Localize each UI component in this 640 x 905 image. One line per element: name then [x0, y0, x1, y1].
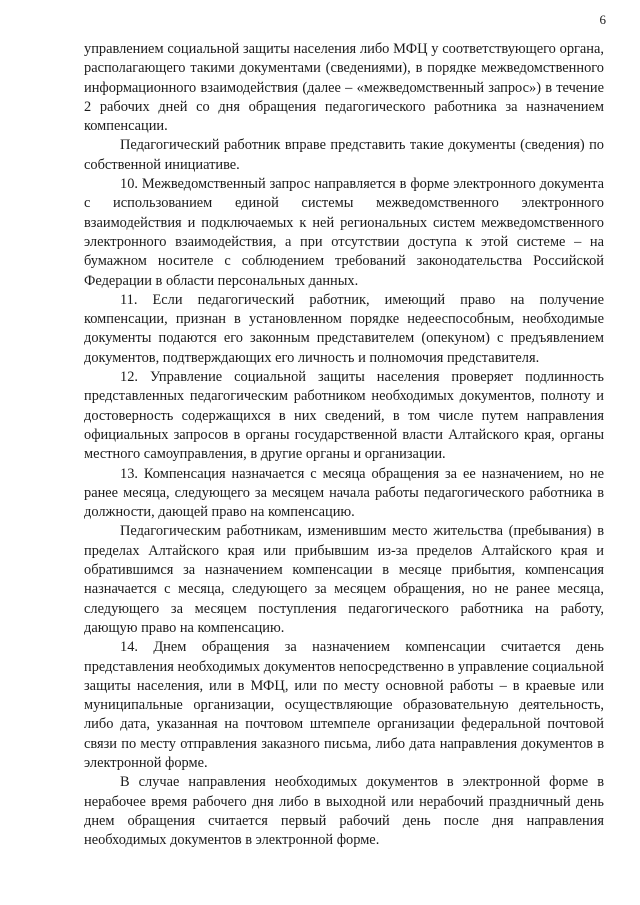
paragraph-continuation: управлением социальной защиты населения либо МФЦ у соответствующего органа, располагающего такими документами (сведениями), в порядке межведомственного информационного взаимодействия (далее – «межведомственный запрос») в течение 2 рабочих дней со дня обращения педагогического работника за назначением компенсации.	[84, 41, 604, 135]
paragraph-14-electronic: В случае направления необходимых документов в электронной форме в нерабочее время рабочего дня либо в выходной или нерабочий праздничный день днем обращения считается первый рабочий день после дня направления необходимых документов в электронной форме.	[84, 774, 604, 849]
document-body	[84, 40, 604, 850]
paragraph-own-initiative: Педагогический работник вправе представить такие документы (сведения) по собственной инициативе.	[84, 137, 604, 173]
paragraph-12: 12. Управление социальной защиты населения проверяет подлинность представленных педагогическим работником необходимых документов, полноту и достоверность содержащихся в них сведений, в том числе путем направления официальных запросов в органы государственной власти Алтайского края, органы местного самоуправления, в другие органы и организации.	[84, 369, 604, 463]
paragraph-10: 10. Межведомственный запрос направляется в форме электронного документа с использованием единой системы межведомственного электронного взаимодействия и подключаемых к ней региональных систем межведомственного электронного взаимодействия, а при отсутствии доступа к этой системе – на бумажном носителе с соблюдением требований законодательства Российской Федерации в области персональных данных.	[84, 176, 604, 289]
paragraph-13-relocation: Педагогическим работникам, изменившим место жительства (пребывания) в пределах Алтайского края или прибывшим из-за пределов Алтайского края и обратившимся за назначением компенсации в месяце прибытия, компенсация назначается с месяца, следующего за месяцем обращения, но не ранее месяца, следующего за месяцем поступления педагогического работника на работу, дающую право на компенсацию.	[84, 523, 604, 636]
paragraph-11: 11. Если педагогический работник, имеющий право на получение компенсации, признан в установленном порядке недееспособным, необходимые документы подаются его законным представителем (опекуном) с предъявлением документов, подтверждающих его личность и полномочия представителя.	[84, 291, 604, 366]
page-number: 6	[599, 12, 606, 27]
paragraph-14: 14. Днем обращения за назначением компенсации считается день представления необходимых документов непосредственно в управление социальной защиты населения, или в МФЦ, или по месту основной работы – в краевые или муниципальные организации, осуществляющие образовательную деятельность, либо дата, указанная на почтовом штемпеле организации федеральной почтовой связи по месту отправления заказного письма, либо дата направления документов в электронной форме.	[84, 639, 604, 771]
paragraph-13: 13. Компенсация назначается с месяца обращения за ее назначением, но не ранее месяца, следующего за месяцем начала работы педагогического работника в должности, дающей право на компенсацию.	[84, 465, 604, 521]
